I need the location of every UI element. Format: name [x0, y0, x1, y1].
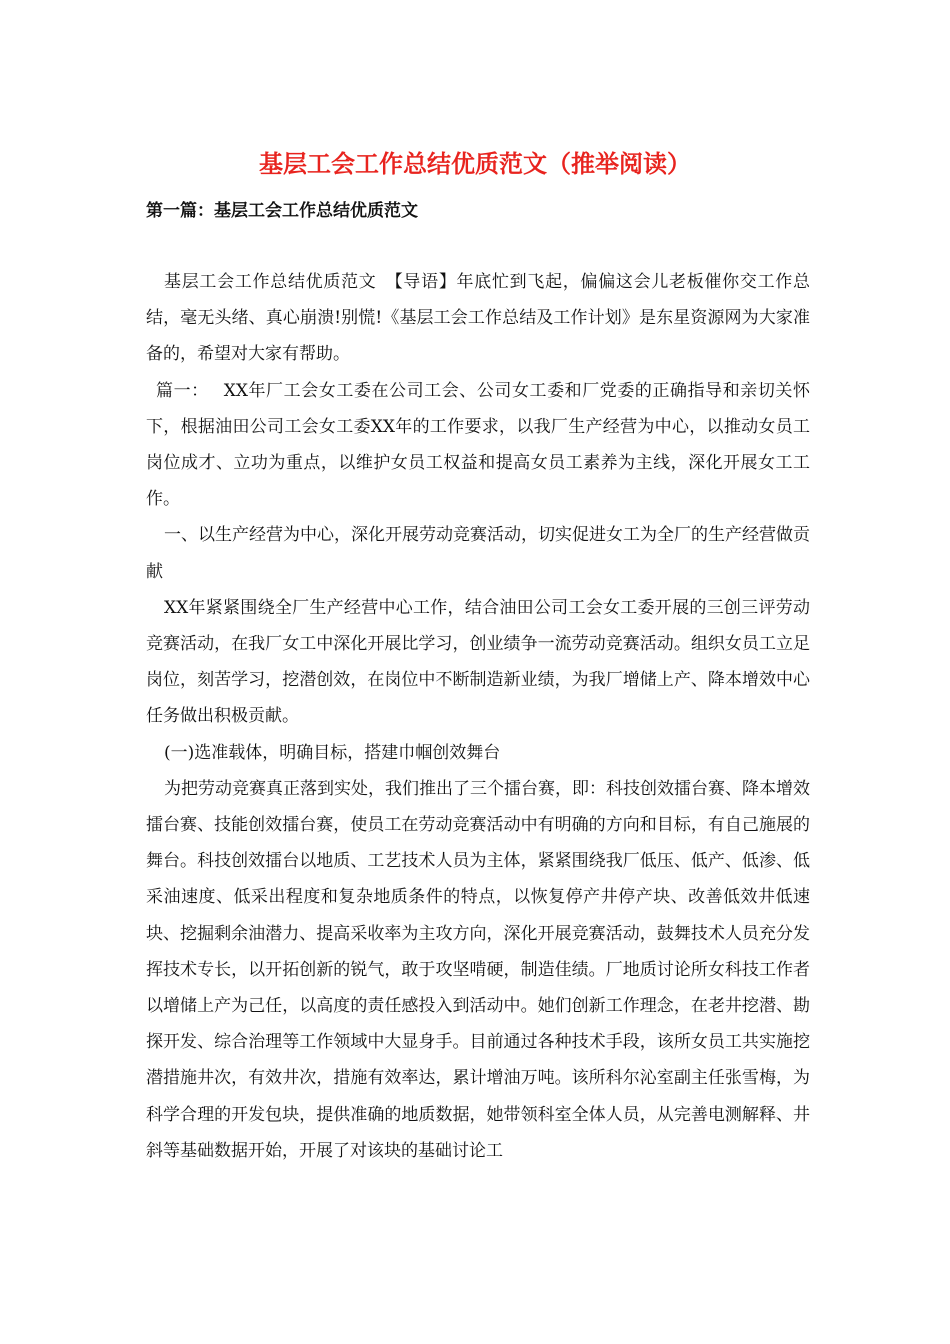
paragraph-competition: XX年紧紧围绕全厂生产经营中心工作，结合油田公司工会女工委开展的三创三评劳动竞赛活动，在我厂女工中深化开展比学习，创业绩争一流劳动竞赛活动。组织女员工立足岗位，刻苦学习，挖潜创效，在岗位中不断制造新业绩，为我厂增储上产、降本增效中心任务做出积极贡献。: [146, 597, 810, 727]
paragraph-part-one: 篇一： XX年厂工会女工委在公司工会、公司女工委和厂党委的正确指导和亲切关怀下，根据油田公司工会女工委XX年的工作要求，以我厂生产经营为中心，以推动女员工岗位成才、立功为重点，以维护女员工权益和提高女员工素养为主线，深化开展女工工作。: [146, 380, 810, 510]
paragraph-subheading-one: (一)选准载体，明确目标，搭建巾帼创效舞台: [164, 742, 501, 763]
paragraph-arena: 为把劳动竞赛真正落到实处，我们推出了三个擂台赛，即：科技创效擂台赛、降本增效擂台赛、技能创效擂台赛，使员工在劳动竞赛活动中有明确的方向和目标，有自己施展的舞台。科技创效擂台以地质、工艺技术人员为主体，紧紧围绕我厂低压、低产、低渗、低采油速度、低采出程度和复杂地质条件的特点，以恢复停产井停产块、改善低效井低速块、挖掘剩余油潜力、提高采收率为主攻方向，深化开展竞赛活动，鼓舞技术人员充分发挥技术专长，以开拓创新的锐气，敢于攻坚啃硬，制造佳绩。厂地质讨论所女科技工作者以增储上产为己任，以高度的责任感投入到活动中。她们创新工作理念，在老井挖潜、勘探开发、综合治理等工作领域中大显身手。目前通过各种技术手段，该所女员工共实施挖潜措施井次，有效井次，措施有效率达，累计增油万吨。该所科尔沁室副主任张雪梅，为科学合理的开发包块，提供准确的地质数据，她带领科室全体人员，从完善电测解释、井斜等基础数据开始，开展了对该块的基础讨论工: [146, 778, 810, 1161]
document-title: 基层工会工作总结优质范文（推举阅读）: [259, 149, 691, 178]
document-body: [146, 264, 810, 1169]
paragraph-intro: 基层工会工作总结优质范文 【导语】年底忙到飞起，偏偏这会儿老板催你交工作总结，毫无头绪、真心崩溃!别慌!《基层工会工作总结及工作计划》是东星资源网为大家准备的，希望对大家有帮助。: [146, 272, 810, 365]
paragraph-heading-one: 一、以生产经营为中心，深化开展劳动竞赛活动，切实促进女工为全厂的生产经营做贡献: [146, 525, 810, 582]
section-heading: 第一篇：基层工会工作总结优质范文: [146, 201, 418, 221]
